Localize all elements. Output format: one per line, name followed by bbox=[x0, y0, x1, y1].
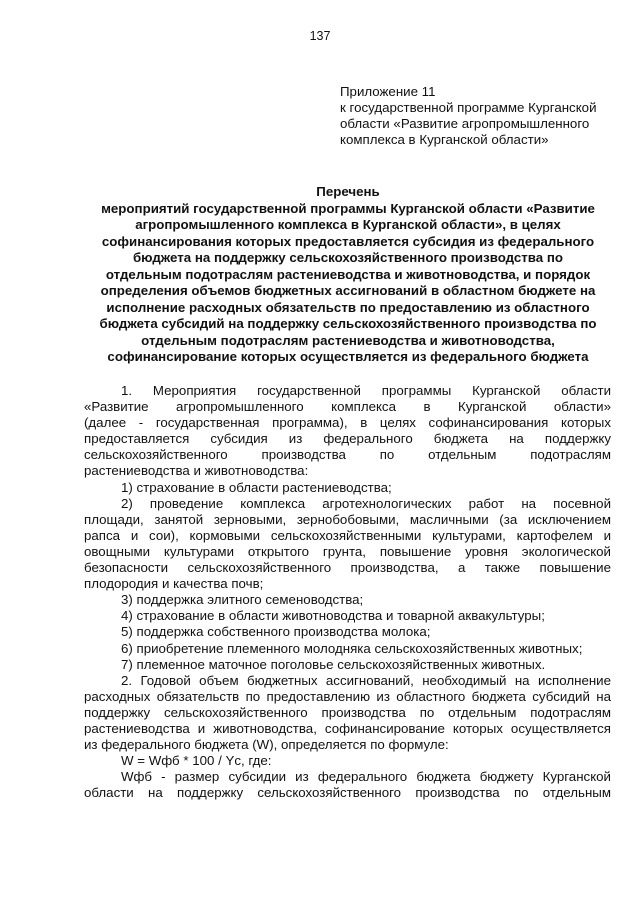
body-line: плодородия и качества почв; bbox=[84, 576, 264, 592]
page-number: 137 bbox=[309, 29, 331, 43]
body-line: площади, занятой зерновыми, зернобобовыми, масличными (за исключением bbox=[84, 511, 611, 527]
body-line: овощными культурами открытого грунта, повышение уровня экологической bbox=[84, 543, 611, 559]
body-line: области на поддержку сельскохозяйственного производства по отдельным bbox=[84, 785, 611, 801]
body-line: 1) страхование в области растениеводства; bbox=[121, 479, 392, 495]
body-line: растениеводства и животноводства: bbox=[84, 463, 309, 479]
body-line: 3) поддержка элитного семеноводства; bbox=[121, 592, 364, 608]
heading-line: определения объемов бюджетных ассигнований в областном бюджете на bbox=[100, 283, 596, 298]
body-line: 4) страхование в области животноводства и товарной аквакультуры; bbox=[121, 608, 545, 624]
body-line: поддержку сельскохозяйственного производства по отдельным подотраслям bbox=[84, 704, 611, 720]
body-line: 5) поддержка собственного производства молока; bbox=[121, 624, 431, 640]
heading-line: софинансирование которых осуществляется из федерального бюджета bbox=[107, 349, 589, 364]
heading-line: мероприятий государственной программы Курганской области «Развитие bbox=[101, 200, 595, 216]
body-line: растениеводства и животноводства, софинансирование которых осуществляется bbox=[84, 720, 611, 736]
body-line: 2) проведение комплекса агротехнологических работ на посевной bbox=[121, 495, 611, 511]
body-line: 7) племенное маточное поголовье сельскохозяйственных животных. bbox=[121, 656, 546, 672]
appendix-line: области «Развитие агропромышленного bbox=[340, 116, 590, 131]
body-line: 6) приобретение племенного молодняка сельскохозяйственных животных; bbox=[121, 640, 583, 656]
appendix-line: комплекса в Курганской области» bbox=[340, 132, 549, 147]
heading-line: отдельным подотраслям растениеводства и животноводства, bbox=[141, 332, 555, 348]
body-line: сельскохозяйственного производства по отдельным подотраслям bbox=[84, 447, 611, 463]
body-line: 1. Мероприятия государственной программы Курганской области bbox=[121, 383, 611, 398]
document-heading bbox=[78, 184, 618, 366]
body-line: из федерального бюджета (W), определяется по формуле: bbox=[84, 737, 449, 753]
appendix-block bbox=[340, 84, 615, 148]
body-line: предоставляется субсидия из федерального бюджета на поддержку bbox=[84, 431, 611, 447]
heading-line: исполнение расходных обязательств по предоставлению из областного bbox=[106, 299, 590, 315]
heading-line: софинансирования которых предоставляется субсидия из федерального bbox=[101, 233, 595, 249]
heading-line: отдельным подотраслям растениеводства и животноводства, и порядок bbox=[105, 266, 591, 282]
body-line: Wфб - размер субсидии из федерального бюджета бюджету Курганской bbox=[121, 769, 611, 785]
body-text bbox=[84, 383, 611, 801]
heading-line: бюджета субсидий на поддержку сельскохозяйственного производства по bbox=[99, 316, 597, 331]
body-line: W = Wфб * 100 / Yс, где: bbox=[121, 753, 272, 769]
heading-line: бюджета на поддержку сельскохозяйственного производства по bbox=[132, 250, 564, 265]
body-line: 2. Годовой объем бюджетных ассигнований, необходимый на исполнение bbox=[121, 672, 611, 688]
heading-title: Перечень bbox=[316, 184, 380, 199]
body-line: (далее - государственная программа), в целях софинансирования которых bbox=[84, 415, 611, 431]
heading-line: агропромышленного комплекса в Курганской области», в целях bbox=[135, 217, 561, 232]
body-line: рапса и сои), кормовыми сельскохозяйственными культурами, картофелем и bbox=[84, 527, 611, 543]
appendix-line: Приложение 11 bbox=[340, 84, 436, 99]
appendix-line: к государственной программе Курганской bbox=[340, 100, 597, 115]
body-line: безопасности сельскохозяйственного производства, а также повышение bbox=[84, 560, 611, 576]
body-line: расходных обязательств по предоставлению из областного бюджета субсидий на bbox=[84, 688, 611, 704]
body-line: «Развитие агропромышленного комплекса в Курганской области» bbox=[84, 399, 611, 415]
